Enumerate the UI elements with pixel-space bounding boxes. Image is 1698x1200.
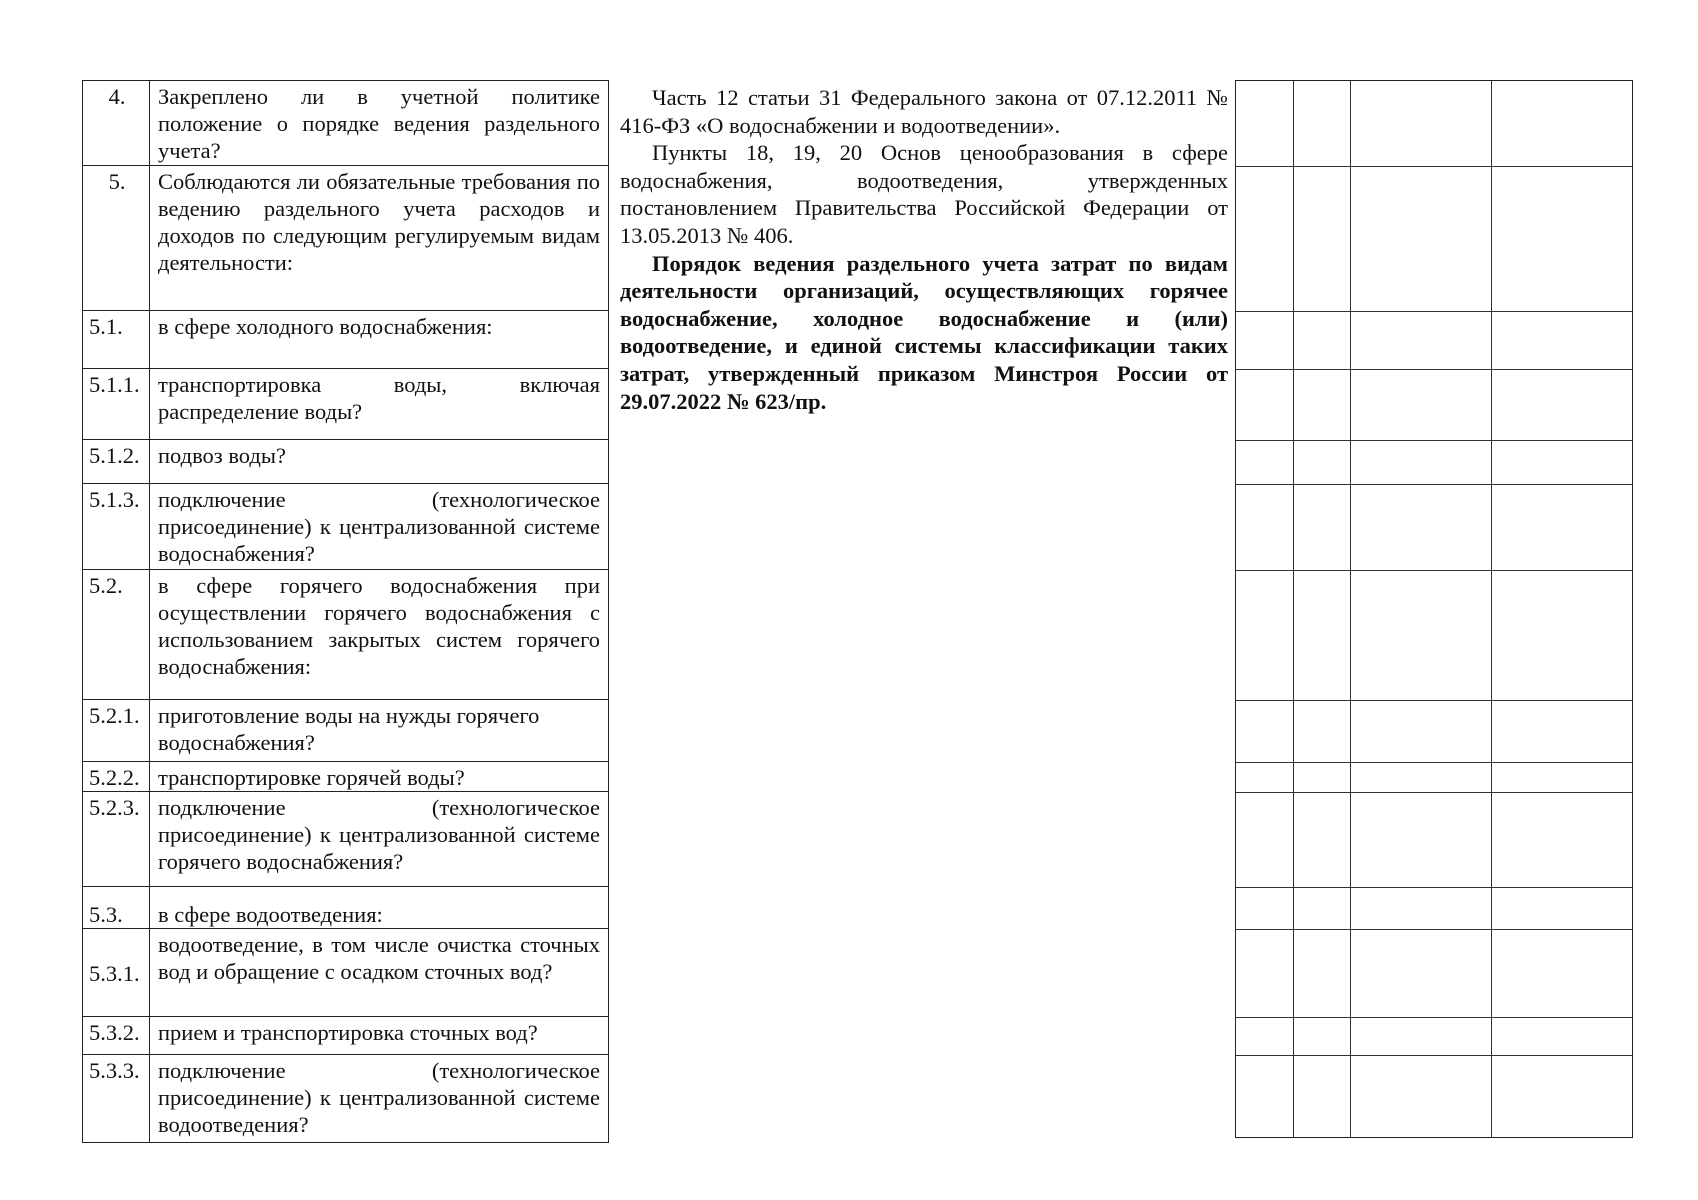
table-row [83, 311, 609, 369]
question-text: подключение (технологическое присоединение) к централизованной системе горячего водоснабжения? [150, 792, 609, 887]
question-text: в сфере холодного водоснабжения: [150, 311, 609, 369]
table-row [83, 166, 609, 311]
grid-row-line [1236, 792, 1632, 793]
grid-row-line [1236, 929, 1632, 930]
row-number: 5.1.1. [83, 369, 150, 440]
question-text: водоотведение, в том числе очистка сточных вод и обращение с осадком сточных вод? [150, 929, 609, 1017]
reference-paragraph: Часть 12 статьи 31 Федерального закона от 07.12.2011 № 416-ФЗ «О водоснабжении и водоотведении». [620, 85, 1228, 138]
row-number: 5. [83, 166, 150, 311]
grid-row-line [1236, 440, 1632, 441]
grid-row-line [1236, 369, 1632, 370]
question-text: подключение (технологическое присоединение) к централизованной системе водоотведения? [150, 1055, 609, 1143]
question-text: подвоз воды? [150, 440, 609, 484]
question-text: транспортировка воды, включая распределение воды? [150, 369, 609, 440]
grid-row-line [1236, 311, 1632, 312]
question-text: в сфере горячего водоснабжения при осуществлении горячего водоснабжения с использованием закрытых систем горячего водоснабжения: [150, 570, 609, 700]
table-row [83, 762, 609, 792]
table-row [83, 570, 609, 700]
table-row [83, 887, 609, 929]
row-number: 5.3.3. [83, 1055, 150, 1143]
question-text: приготовление воды на нужды горячего водоснабжения? [150, 700, 609, 762]
table-row [83, 484, 609, 570]
row-number: 5.2.3. [83, 792, 150, 887]
grid-row-line [1236, 762, 1632, 763]
question-text: Соблюдаются ли обязательные требования по ведению раздельного учета расходов и доходов по следующим регулируемым видам деятельности: [150, 166, 609, 311]
grid-column-line [1293, 81, 1294, 1137]
row-number: 5.2.1. [83, 700, 150, 762]
table-row [83, 792, 609, 887]
row-number: 5.1.2. [83, 440, 150, 484]
grid-column-line [1491, 81, 1492, 1137]
reference-paragraph: Пункты 18, 19, 20 Основ ценообразования в сфере водоснабжения, водоотведения, утвержденных постановлением Правительства Российской Федерации от 13.05.2013 № 406. [620, 140, 1228, 248]
table-row [83, 369, 609, 440]
grid-row-line [1236, 1055, 1632, 1056]
row-number: 5.1. [83, 311, 150, 369]
row-number: 5.3.1. [83, 929, 150, 1017]
empty-answer-grid [1235, 80, 1633, 1138]
row-number: 5.1.3. [83, 484, 150, 570]
reference-paragraph: Порядок ведения раздельного учета затрат по видам деятельности организаций, осуществляющих горячее водоснабжение, холодное водоснабжение и (или) водоотведение, и единой системы классификации таких затрат, утвержденный приказом Минстроя России от 29.07.2022 № 623/пр. [620, 250, 1228, 414]
question-text: прием и транспортировка сточных вод? [150, 1017, 609, 1055]
table-row [83, 1055, 609, 1143]
question-text: Закреплено ли в учетной политике положение о порядке ведения раздельного учета? [150, 81, 609, 166]
grid-row-line [1236, 166, 1632, 167]
question-text: подключение (технологическое присоединение) к централизованной системе водоснабжения? [150, 484, 609, 570]
question-text: в сфере водоотведения: [150, 887, 609, 929]
legal-references [620, 84, 1228, 415]
grid-row-line [1236, 1017, 1632, 1018]
question-text: транспортировке горячей воды? [150, 762, 609, 792]
table-row [83, 929, 609, 1017]
grid-column-line [1350, 81, 1351, 1137]
grid-row-line [1236, 700, 1632, 701]
table-row [83, 81, 609, 166]
row-number: 5.3.2. [83, 1017, 150, 1055]
table-row [83, 700, 609, 762]
row-number: 4. [83, 81, 150, 166]
table-row [83, 440, 609, 484]
grid-row-line [1236, 887, 1632, 888]
grid-row-line [1236, 484, 1632, 485]
questions-table [82, 80, 609, 1143]
table-row [83, 1017, 609, 1055]
row-number: 5.3. [83, 887, 150, 929]
row-number: 5.2.2. [83, 762, 150, 792]
row-number: 5.2. [83, 570, 150, 700]
grid-row-line [1236, 570, 1632, 571]
